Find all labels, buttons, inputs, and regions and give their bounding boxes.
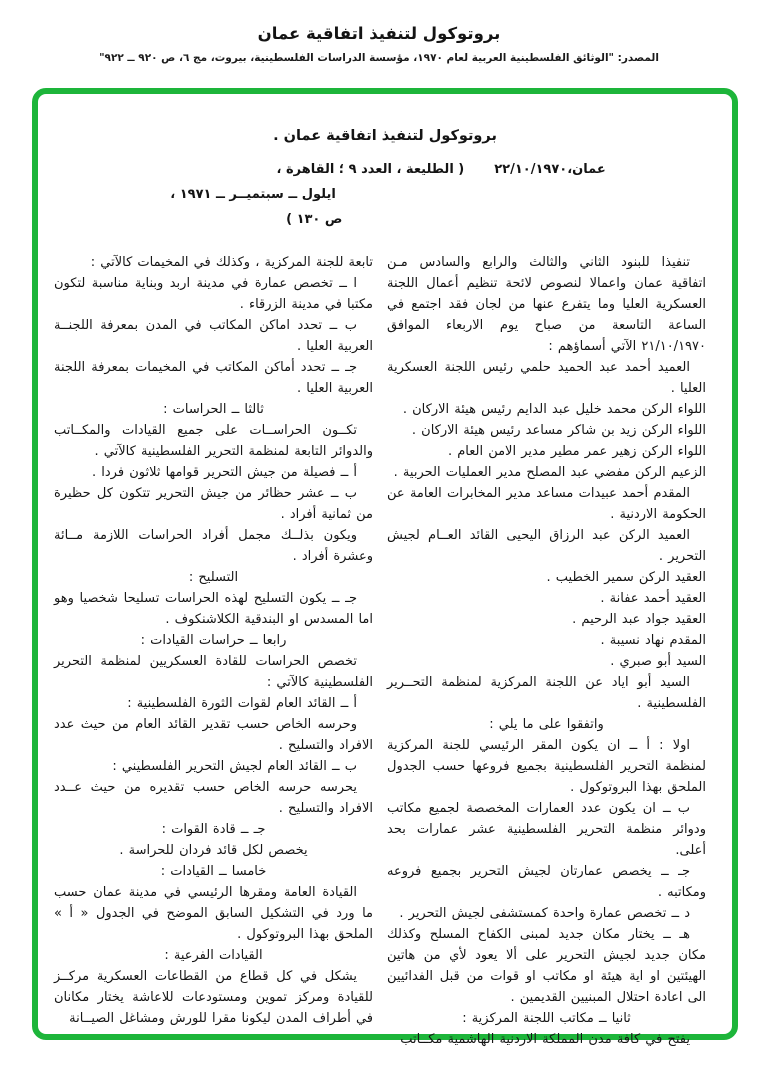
paragraph: ب ــ عشر حظائر من جيش التحرير تتكون كل حظيرة من ثمانية أفراد . (54, 486, 373, 522)
page-header (0, 0, 758, 64)
paragraph: الزعيم الركن مفضي عبد المصلح مدير العمليات الحربية . (393, 465, 706, 480)
document-frame (32, 88, 738, 1047)
paragraph: تنفيذا للبنود الثاني والثالث والرابع والسادس مـن اتفاقية عمان واعمالا لنصوص لائحة تنظيم أعمال اللجنة العسكرية العليا وما يتفرع عنها من لجان فقد اجتمع في الساعة التاسعة من صباح يوم الاربعاء الموافق ٢١/١٠/١٩٧٠ الآتي أسماؤهم : (387, 255, 706, 354)
citation-reference (164, 157, 464, 232)
paragraph: العميد أحمد عبد الحميد حلمي رئيس اللجنة العسكرية العليا . (387, 360, 706, 396)
paragraph: العقيد جواد عبد الرحيم . (572, 612, 706, 627)
source-line: المصدر: "الوثائق الفلسطينية العربية لعام ١٩٧٠، مؤسسة الدراسات الفلسطينية، بيروت، مج ٦، ص ٩٢٠ ــ ٩٢٢" (99, 52, 659, 64)
document-title: بروتوكول لتنفيذ اتفاقية عمان . (273, 128, 497, 144)
column-right (387, 252, 706, 1050)
paragraph: وحرسه الخاص حسب تقدير القائد العام من حيث عدد الافراد والتسليح . (54, 717, 373, 753)
paragraph: العقيد الركن سمير الخطيب . (546, 570, 706, 585)
citation-ref-line-2: ايلول ــ سبتميــر ــ ١٩٧١ ، (170, 187, 336, 202)
paragraph: السيد أبو اياد عن اللجنة المركزية لمنظمة التحــرير الفلسطينية . (387, 675, 706, 711)
text-columns (38, 252, 732, 1050)
paragraph: اللواء الركن زهير عمر مطير مدير الامن العام . (447, 444, 706, 459)
paragraph: المقدم نهاد نسيبة . (600, 633, 706, 648)
paragraph: السيد أبو صبري . (610, 654, 706, 669)
paragraph: يخصص لكل قائد فردان للحراسة . (119, 843, 308, 858)
citation-ref-line-1: ( الطليعة ، العدد ٩ ؛ القاهرة ، (276, 162, 465, 177)
paragraph: ب ــ ان يكون عدد العمارات المخصصة لجميع مكاتب ودوائر منظمة التحرير الفلسطينية عشر عمارات بحد أعلى. (387, 801, 706, 858)
paragraph: تخصص الحراسات للقادة العسكريين لمنظمة التحرير الفلسطينية كالآتي : (54, 654, 373, 690)
paragraph: العميد الركن عبد الرزاق اليحيى القائد العــام لجيش التحرير . (387, 528, 706, 564)
paragraph: ويكون بذلــك مجمل أفراد الحراسات اللازمة مــائة وعشرة أفراد . (54, 528, 373, 564)
paragraph: أ ــ القائد العام لقوات الثورة الفلسطينية : (127, 696, 357, 711)
paragraph: جـ ــ تحدد أماكن المكاتب في المخيمات بمعرفة اللجنة العربية العليا . (54, 360, 373, 396)
citation-block (38, 157, 732, 232)
paragraph: القيادة العامة ومقرها الرئيسي في مدينة عمان حسب ما ورد في التشكيل السابق الموضح في الجدول « أ » الملحق بهذا البروتوكول . (54, 885, 373, 942)
paragraph: القيادات الفرعية : (164, 948, 263, 963)
paragraph: واتفقوا على ما يلي : (489, 717, 604, 732)
paragraph: جـ ــ يكون التسليح لهذه الحراسات تسليحا شخصيا وهو اما المسدس او البندقية الكلاشنكوف . (54, 591, 373, 627)
paragraph: ب ــ تحدد اماكن المكاتب في المدن بمعرفة اللجنــة العربية العليا . (54, 318, 373, 354)
paragraph: تكــون الحراســات على جميع القيادات والمكــاتب والدوائر التابعة لمنظمة التحرير الفلسطينية كالآتي . (54, 423, 373, 459)
paragraph: اولا : أ ــ ان يكون المقر الرئيسي للجنة المركزية لمنظمة التحرير الفلسطينية بجميع فروعها حسب الجدول الملحق بهذا البروتوكول . (387, 738, 706, 795)
paragraph: اللواء الركن محمد خليل عبد الدايم رئيس هيئة الاركان . (402, 402, 706, 417)
paragraph: اللواء الركن زيد بن شاكر مساعد رئيس هيئة الاركان . (411, 423, 706, 438)
paragraph: تابعة للجنة المركزية ، وكذلك في المخيمات كالآتي : (90, 255, 373, 270)
column-left (54, 252, 373, 1050)
paragraph: أ ــ فصيلة من جيش التحرير قوامها ثلاثون فردا . (92, 465, 357, 480)
citation-ref-line-3: ص ١٣٠ ) (286, 212, 343, 227)
citation-date: عمان،٢٢/١٠/١٩٧٠ (494, 162, 606, 177)
paragraph: د ــ تخصص عمارة واحدة كمستشفى لجيش التحرير . (399, 906, 690, 921)
paragraph: ثالثا ــ الحراسات : (163, 402, 264, 417)
paragraph: المقدم أحمد عبيدات مساعد مدير المخابرات العامة عن الحكومة الاردنية . (387, 486, 706, 522)
paragraph: خامسا ــ القيادات : (160, 864, 267, 879)
paragraph: جـ ــ قادة القوات : (161, 822, 266, 837)
paragraph: يحرسه حرسه الخاص حسب تقديره من حيث عــدد الافراد والتسليح . (54, 780, 373, 816)
paragraph: رابعا ــ حراسات القيادات : (140, 633, 287, 648)
paragraph: ا ــ تخصص عمارة في مدينة اربد وبناية مناسبة لتكون مكتبا في مدينة الزرقاء . (54, 276, 373, 312)
paragraph: يشكل في كل قطاع من القطاعات العسكرية مركــز للقيادة ومركز تموين ومستودعات للاعاشة يختار مكانان في أطراف المدن ليكونا مقرا للورش ومشاغل الصيــانة (54, 969, 373, 1026)
paragraph: التسليح : (188, 570, 239, 585)
page-title: بروتوكول لتنفيذ اتفاقية عمان (257, 24, 501, 43)
paragraph: يفتح في كافة مدن المملكة الاردنية الهاشمية مكــاتب (400, 1032, 690, 1047)
paragraph: جـ ــ يخصص عمارتان لجيش التحرير بجميع فروعه ومكاتبه . (387, 864, 706, 900)
paragraph: العقيد أحمد عفانة . (600, 591, 706, 606)
paragraph: ب ــ القائد العام لجيش التحرير الفلسطيني : (112, 759, 357, 774)
paragraph: هـ ــ يختار مكان جديد لمبنى الكفاح المسلح وكذلك مكان جديد لجيش التحرير على ألا يعود لأي من هاتين الهيئتين او اية هيئة او مكاتب او قوات من قبل الفدائيين الى اعادة احتلال المبنيين القديمين . (387, 927, 706, 1005)
paragraph: ثانيا ــ مكاتب اللجنة المركزية : (462, 1011, 631, 1026)
